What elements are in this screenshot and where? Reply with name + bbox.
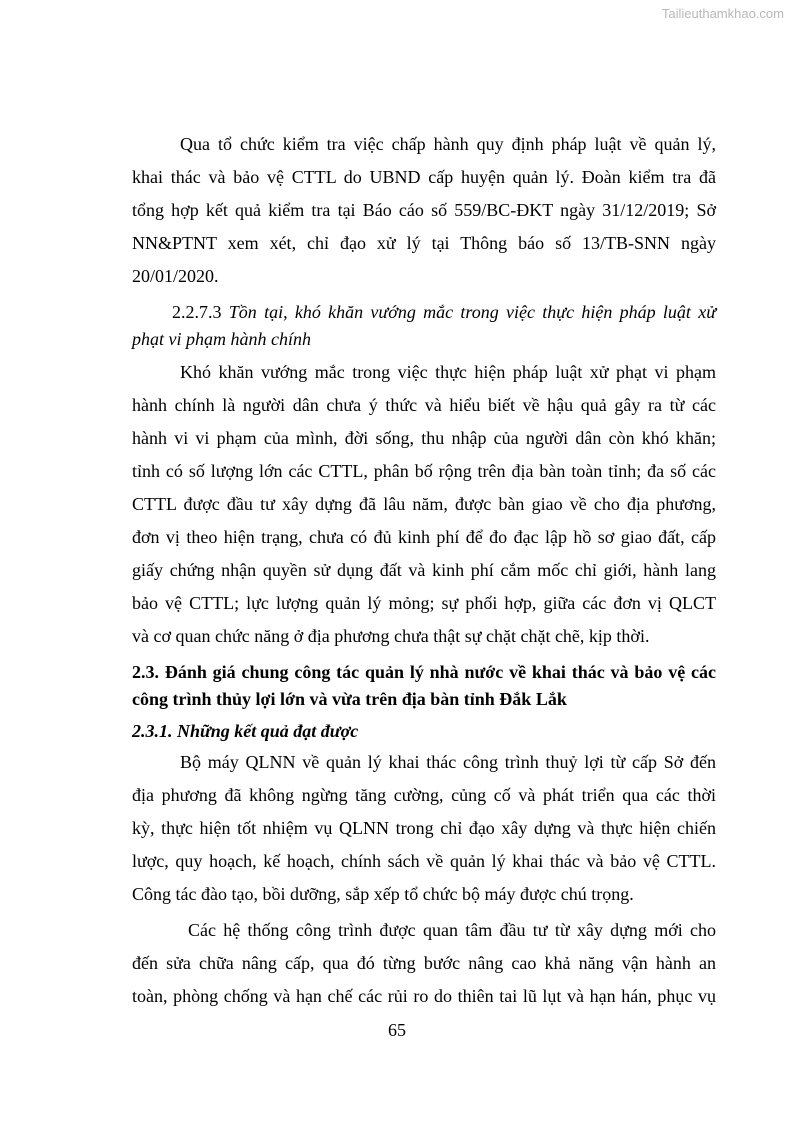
section-heading-cont: công trình thủy lợi lớn và vừa trên địa bàn tỉnh Đắk Lắk xyxy=(132,689,567,709)
subheading: 2.3.1. Những kết quả đạt được xyxy=(132,721,359,741)
paragraph-line: đến sửa chữa nâng cấp, qua đó từng bước nâng cao khả năng vận hành an xyxy=(132,953,716,973)
paragraph-line: tỉnh có số lượng lớn các CTTL, phân bố rộng trên địa bàn toàn tỉnh; đa số các xyxy=(132,461,716,481)
watermark-text: Tailieuthamkhao.com xyxy=(661,6,784,21)
paragraph-line: bảo vệ CTTL; lực lượng quản lý mỏng; sự phối hợp, giữa các đơn vị QLCT xyxy=(132,593,716,613)
paragraph-line: Công tác đào tạo, bồi dưỡng, sắp xếp tổ chức bộ máy được chú trọng. xyxy=(132,884,634,904)
paragraph-line: 20/01/2020. xyxy=(132,266,219,286)
paragraph-line: hành chính là người dân chưa ý thức và hiểu biết về hậu quả gây ra từ các xyxy=(132,395,716,415)
page-number: 65 xyxy=(388,1020,406,1040)
paragraph-line: Bộ máy QLNN về quản lý khai thác công trình thuỷ lợi từ cấp Sở đến xyxy=(180,752,716,772)
section-heading: 2.3. Đánh giá chung công tác quản lý nhà nước về khai thác và bảo vệ các xyxy=(132,662,716,682)
subsection-heading xyxy=(172,300,716,324)
subsection-title-cont: phạt vi phạm hành chính xyxy=(132,329,311,349)
paragraph-line: Khó khăn vướng mắc trong việc thực hiện pháp luật xử phạt vi phạm xyxy=(180,362,716,382)
paragraph-line: đơn vị theo hiện trạng, chưa có đủ kinh phí để đo đạc lập hồ sơ giao đất, cấp xyxy=(132,527,716,547)
paragraph-line: giấy chứng nhận quyền sử dụng đất và kinh phí cắm mốc chỉ giới, hành lang xyxy=(132,560,716,580)
subsection-number: 2.2.7.3 xyxy=(172,302,222,322)
paragraph-line: khai thác và bảo vệ CTTL do UBND cấp huyện quản lý. Đoàn kiểm tra đã xyxy=(132,167,716,187)
paragraph-line: kỳ, thực hiện tốt nhiệm vụ QLNN trong chỉ đạo xây dựng và thực hiện chiến xyxy=(132,818,716,838)
paragraph-line: Các hệ thống công trình được quan tâm đầu tư từ xây dựng mới cho xyxy=(188,920,716,940)
paragraph-line: Qua tổ chức kiểm tra việc chấp hành quy định pháp luật về quản lý, xyxy=(180,134,716,154)
subsection-title: Tồn tại, khó khăn vướng mắc trong việc thực hiện pháp luật xử xyxy=(228,302,717,322)
paragraph-line: và cơ quan chức năng ở địa phương chưa thật sự chặt chặt chẽ, kịp thời. xyxy=(132,626,650,646)
paragraph-line: toàn, phòng chống và hạn chế các rủi ro do thiên tai lũ lụt và hạn hán, phục vụ xyxy=(132,986,716,1006)
paragraph-line: địa phương đã không ngừng tăng cường, củng cố và phát triển qua các thời xyxy=(132,785,716,805)
paragraph-line: hành vi vi phạm của mình, đời sống, thu nhập của người dân còn khó khăn; xyxy=(132,428,716,448)
paragraph-line: NN&PTNT xem xét, chỉ đạo xử lý tại Thông báo số 13/TB-SNN ngày xyxy=(132,233,716,253)
paragraph-line: tổng hợp kết quả kiểm tra tại Báo cáo số 559/BC-ĐKT ngày 31/12/2019; Sở xyxy=(132,200,716,220)
paragraph-line: lược, quy hoạch, kế hoạch, chính sách về quản lý khai thác và bảo vệ CTTL. xyxy=(132,851,716,871)
paragraph-line: CTTL được đầu tư xây dựng đã lâu năm, được bàn giao về cho địa phương, xyxy=(132,494,716,514)
